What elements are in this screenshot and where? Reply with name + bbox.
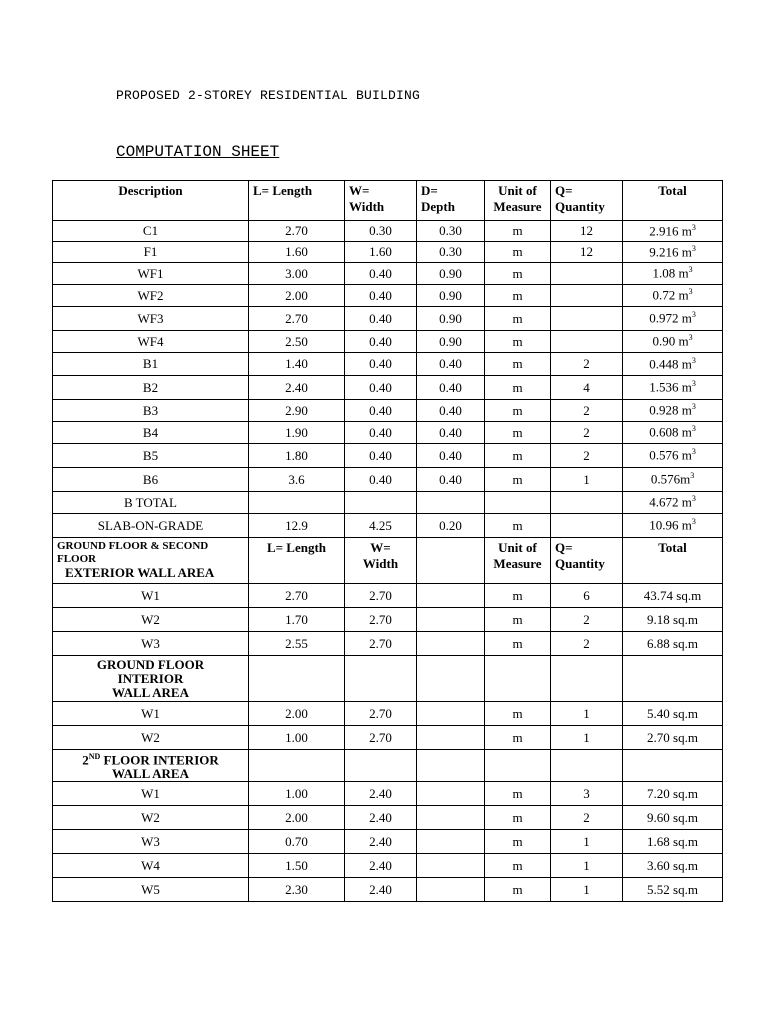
empty-cell	[249, 656, 345, 702]
cell-quantity: 2	[551, 353, 623, 376]
cell-length: 2.30	[249, 878, 345, 902]
cell-width: 0.40	[345, 444, 417, 468]
table-row	[53, 632, 723, 656]
cell-width: 0.40	[345, 353, 417, 376]
cell-length: 12.9	[249, 514, 345, 538]
cell-depth	[417, 726, 485, 750]
cell-length: 2.55	[249, 632, 345, 656]
cell-length: 1.90	[249, 422, 345, 444]
cubic-superscript: 3	[688, 333, 693, 343]
cell-total: 0.972 $m^3$	[623, 307, 723, 331]
cell-quantity: 2	[551, 608, 623, 632]
cell-width: 2.70	[345, 584, 417, 608]
table-row	[53, 878, 723, 902]
cell-length: 1.50	[249, 854, 345, 878]
header-description: Description	[53, 181, 249, 221]
cell-unit: m	[485, 702, 551, 726]
table-row	[53, 514, 723, 538]
cubic-superscript: 3	[691, 222, 696, 232]
header-depth: D= Depth	[417, 181, 485, 221]
cell-depth: 0.40	[417, 353, 485, 376]
cell-quantity	[551, 492, 623, 514]
cell-unit: m	[485, 782, 551, 806]
cell-description: B3	[53, 400, 249, 422]
cell-total: 9.18 sq.m	[623, 608, 723, 632]
cell-quantity: 1	[551, 726, 623, 750]
cell-depth	[417, 584, 485, 608]
cell-quantity: 2	[551, 400, 623, 422]
cell-description: W2	[53, 806, 249, 830]
cell-length: 1.80	[249, 444, 345, 468]
header-length: L= Length	[249, 181, 345, 221]
cell-quantity: 1	[551, 702, 623, 726]
cell-description: W1	[53, 584, 249, 608]
cell-width: 2.40	[345, 806, 417, 830]
header-quantity: Q= Quantity	[551, 181, 623, 221]
cell-total: 0.90 $m^3$	[623, 331, 723, 353]
cell-depth	[417, 830, 485, 854]
cell-total: 7.20 sq.m	[623, 782, 723, 806]
cell-quantity: 1	[551, 854, 623, 878]
table-row	[53, 782, 723, 806]
section-header-row	[53, 538, 723, 584]
cell-unit: m	[485, 422, 551, 444]
header-width: W= Width	[345, 181, 417, 221]
empty-cell	[345, 656, 417, 702]
cell-total: 0.576 $m^3$	[623, 444, 723, 468]
empty-cell	[623, 750, 723, 782]
cell-length: 1.60	[249, 242, 345, 263]
cell-unit: m	[485, 632, 551, 656]
cell-description: W1	[53, 702, 249, 726]
cell-depth	[417, 702, 485, 726]
empty-cell	[417, 656, 485, 702]
cell-total: 3.60 sq.m	[623, 854, 723, 878]
empty-cell	[485, 656, 551, 702]
cell-total: 1.68 sq.m	[623, 830, 723, 854]
cell-length: 2.70	[249, 307, 345, 331]
empty-cell	[551, 750, 623, 782]
cell-depth: 0.40	[417, 422, 485, 444]
sheet-title: COMPUTATION SHEET	[116, 143, 280, 161]
cubic-superscript: 3	[691, 355, 696, 365]
cell-length: 0.70	[249, 830, 345, 854]
cell-quantity	[551, 307, 623, 331]
cell-unit: m	[485, 353, 551, 376]
cell-width: 2.70	[345, 632, 417, 656]
cell-length: 1.00	[249, 782, 345, 806]
cell-unit: m	[485, 376, 551, 400]
cell-depth: 0.40	[417, 376, 485, 400]
cell-total: 6.88 sq.m	[623, 632, 723, 656]
cell-unit: m	[485, 285, 551, 307]
cell-quantity	[551, 263, 623, 285]
cell-quantity: 1	[551, 468, 623, 492]
cell-total: 5.52 sq.m	[623, 878, 723, 902]
cell-description: W3	[53, 632, 249, 656]
cell-unit: m	[485, 806, 551, 830]
cell-description: B1	[53, 353, 249, 376]
cell-total: 4.672 $m^3$	[623, 492, 723, 514]
cell-quantity: 2	[551, 444, 623, 468]
cell-length: 3.00	[249, 263, 345, 285]
table-row	[53, 307, 723, 331]
cell-depth	[417, 854, 485, 878]
cell-total: 5.40 sq.m	[623, 702, 723, 726]
table-row	[53, 285, 723, 307]
cell-width: 0.40	[345, 400, 417, 422]
table-row	[53, 854, 723, 878]
cell-quantity	[551, 514, 623, 538]
cell-unit	[485, 492, 551, 514]
cell-total: 43.74 sq.m	[623, 584, 723, 608]
cell-total: $0.576m^3$	[623, 468, 723, 492]
cell-description: W2	[53, 608, 249, 632]
table-row	[53, 221, 723, 242]
cubic-superscript: 3	[691, 243, 696, 253]
cell-depth: 0.40	[417, 400, 485, 422]
cell-quantity: 12	[551, 221, 623, 242]
cubic-superscript: 3	[691, 310, 696, 320]
empty-cell	[485, 750, 551, 782]
cell-width: 2.40	[345, 782, 417, 806]
cell-quantity	[551, 331, 623, 353]
cell-width: 0.40	[345, 468, 417, 492]
cell-depth	[417, 492, 485, 514]
document-title: PROPOSED 2-STOREY RESIDENTIAL BUILDING	[116, 88, 421, 103]
cell-total: 0.448 $m^3$	[623, 353, 723, 376]
cell-unit: m	[485, 830, 551, 854]
table-row	[53, 806, 723, 830]
header-unit: Unit of Measure	[485, 538, 551, 584]
cell-depth: 0.90	[417, 307, 485, 331]
table-row	[53, 468, 723, 492]
cell-unit: m	[485, 400, 551, 422]
cell-unit: m	[485, 584, 551, 608]
cell-description: WF1	[53, 263, 249, 285]
cell-total: 9.216 $m^3$	[623, 242, 723, 263]
table-row	[53, 444, 723, 468]
cubic-superscript: 3	[688, 287, 693, 297]
cell-depth	[417, 782, 485, 806]
header-total: Total	[623, 181, 723, 221]
cell-length: 1.70	[249, 608, 345, 632]
cell-description: WF2	[53, 285, 249, 307]
section-header-row	[53, 656, 723, 702]
cell-width: 1.60	[345, 242, 417, 263]
cell-length	[249, 492, 345, 514]
cell-width: 0.40	[345, 422, 417, 444]
cell-unit: m	[485, 514, 551, 538]
empty-cell	[551, 656, 623, 702]
cubic-superscript: 3	[690, 471, 695, 481]
table-row	[53, 492, 723, 514]
header-depth-empty	[417, 538, 485, 584]
section-heading-second-interior: 2ND FLOOR INTERIOR WALL AREA	[53, 750, 249, 782]
cell-width: 0.40	[345, 285, 417, 307]
cell-depth: 0.20	[417, 514, 485, 538]
cell-width: 2.40	[345, 854, 417, 878]
cell-length: 3.6	[249, 468, 345, 492]
cell-total: 0.928 $m^3$	[623, 400, 723, 422]
cubic-superscript: 3	[691, 424, 696, 434]
table-row	[53, 353, 723, 376]
cell-depth: 0.90	[417, 263, 485, 285]
cubic-superscript: 3	[688, 265, 693, 275]
cell-total: 2.70 sq.m	[623, 726, 723, 750]
cell-description: B4	[53, 422, 249, 444]
cell-length: 2.00	[249, 806, 345, 830]
empty-cell	[345, 750, 417, 782]
cell-width: 4.25	[345, 514, 417, 538]
cell-description: F1	[53, 242, 249, 263]
cell-length: 1.40	[249, 353, 345, 376]
cell-quantity: 2	[551, 632, 623, 656]
table-row	[53, 400, 723, 422]
cell-unit: m	[485, 854, 551, 878]
table-row	[53, 584, 723, 608]
cell-description: W2	[53, 726, 249, 750]
empty-cell	[623, 656, 723, 702]
cubic-superscript: 3	[691, 447, 696, 457]
cell-width: 0.40	[345, 263, 417, 285]
cell-depth	[417, 878, 485, 902]
cell-quantity: 4	[551, 376, 623, 400]
cubic-superscript: 3	[691, 517, 696, 527]
cell-length: 2.50	[249, 331, 345, 353]
cell-quantity: 1	[551, 878, 623, 902]
cell-length: 2.70	[249, 584, 345, 608]
cell-unit: m	[485, 242, 551, 263]
cell-depth: 0.40	[417, 468, 485, 492]
cell-description: SLAB-ON-GRADE	[53, 514, 249, 538]
cell-total: 1.08 $m^3$	[623, 263, 723, 285]
empty-cell	[249, 750, 345, 782]
cell-unit: m	[485, 468, 551, 492]
cell-description: W4	[53, 854, 249, 878]
cell-width	[345, 492, 417, 514]
header-length: L= Length	[249, 538, 345, 584]
cell-quantity: 1	[551, 830, 623, 854]
cell-unit: m	[485, 307, 551, 331]
cell-depth: 0.90	[417, 285, 485, 307]
cell-depth	[417, 608, 485, 632]
cell-total: 2.916 $m^3$	[623, 221, 723, 242]
cell-total: 1.536 $m^3$	[623, 376, 723, 400]
cell-depth: 0.30	[417, 242, 485, 263]
cell-description: W5	[53, 878, 249, 902]
header-total: Total	[623, 538, 723, 584]
cell-unit: m	[485, 726, 551, 750]
header-width: W= Width	[345, 538, 417, 584]
cell-description: W1	[53, 782, 249, 806]
cell-depth: 0.90	[417, 331, 485, 353]
cell-quantity: 6	[551, 584, 623, 608]
cell-length: 2.40	[249, 376, 345, 400]
cell-width: 0.40	[345, 307, 417, 331]
cell-description: C1	[53, 221, 249, 242]
cell-length: 2.90	[249, 400, 345, 422]
cell-description: B TOTAL	[53, 492, 249, 514]
cell-description: B5	[53, 444, 249, 468]
cell-depth: 0.30	[417, 221, 485, 242]
header-quantity: Q= Quantity	[551, 538, 623, 584]
cell-description: WF4	[53, 331, 249, 353]
cubic-superscript: 3	[691, 379, 696, 389]
table-row	[53, 263, 723, 285]
cell-unit: m	[485, 263, 551, 285]
cell-unit: m	[485, 221, 551, 242]
cell-length: 2.00	[249, 702, 345, 726]
cell-quantity: 2	[551, 422, 623, 444]
table-row	[53, 242, 723, 263]
cell-description: B6	[53, 468, 249, 492]
table-header-row	[53, 181, 723, 221]
cell-total: 0.608 $m^3$	[623, 422, 723, 444]
table-row	[53, 702, 723, 726]
cell-total: 0.72 $m^3$	[623, 285, 723, 307]
cell-unit: m	[485, 878, 551, 902]
cell-width: 2.40	[345, 830, 417, 854]
cell-total: 10.96 $m^3$	[623, 514, 723, 538]
table-row	[53, 608, 723, 632]
cell-unit: m	[485, 331, 551, 353]
section-heading-exterior: GROUND FLOOR & SECOND FLOOR EXTERIOR WALL AREA	[53, 538, 249, 584]
header-unit: Unit of Measure	[485, 181, 551, 221]
cell-quantity: 12	[551, 242, 623, 263]
cubic-superscript: 3	[691, 402, 696, 412]
table-row	[53, 726, 723, 750]
cubic-superscript: 3	[691, 494, 696, 504]
cell-quantity: 3	[551, 782, 623, 806]
section-header-row	[53, 750, 723, 782]
cell-total: 9.60 sq.m	[623, 806, 723, 830]
cell-width: 0.40	[345, 376, 417, 400]
cell-length: 2.70	[249, 221, 345, 242]
cell-description: WF3	[53, 307, 249, 331]
empty-cell	[417, 750, 485, 782]
table-row	[53, 422, 723, 444]
cell-description: W3	[53, 830, 249, 854]
cell-width: 0.30	[345, 221, 417, 242]
cell-unit: m	[485, 608, 551, 632]
cell-depth	[417, 806, 485, 830]
cell-length: 1.00	[249, 726, 345, 750]
cell-width: 2.40	[345, 878, 417, 902]
computation-table	[52, 180, 723, 902]
cell-quantity	[551, 285, 623, 307]
cell-width: 2.70	[345, 608, 417, 632]
table-row	[53, 830, 723, 854]
cell-quantity: 2	[551, 806, 623, 830]
cell-length: 2.00	[249, 285, 345, 307]
cell-width: 0.40	[345, 331, 417, 353]
section-heading-ground-interior: GROUND FLOOR INTERIOR WALL AREA	[53, 656, 249, 702]
table-row	[53, 376, 723, 400]
cell-width: 2.70	[345, 726, 417, 750]
cell-depth: 0.40	[417, 444, 485, 468]
cell-unit: m	[485, 444, 551, 468]
cell-width: 2.70	[345, 702, 417, 726]
cell-description: B2	[53, 376, 249, 400]
table-row	[53, 331, 723, 353]
cell-depth	[417, 632, 485, 656]
